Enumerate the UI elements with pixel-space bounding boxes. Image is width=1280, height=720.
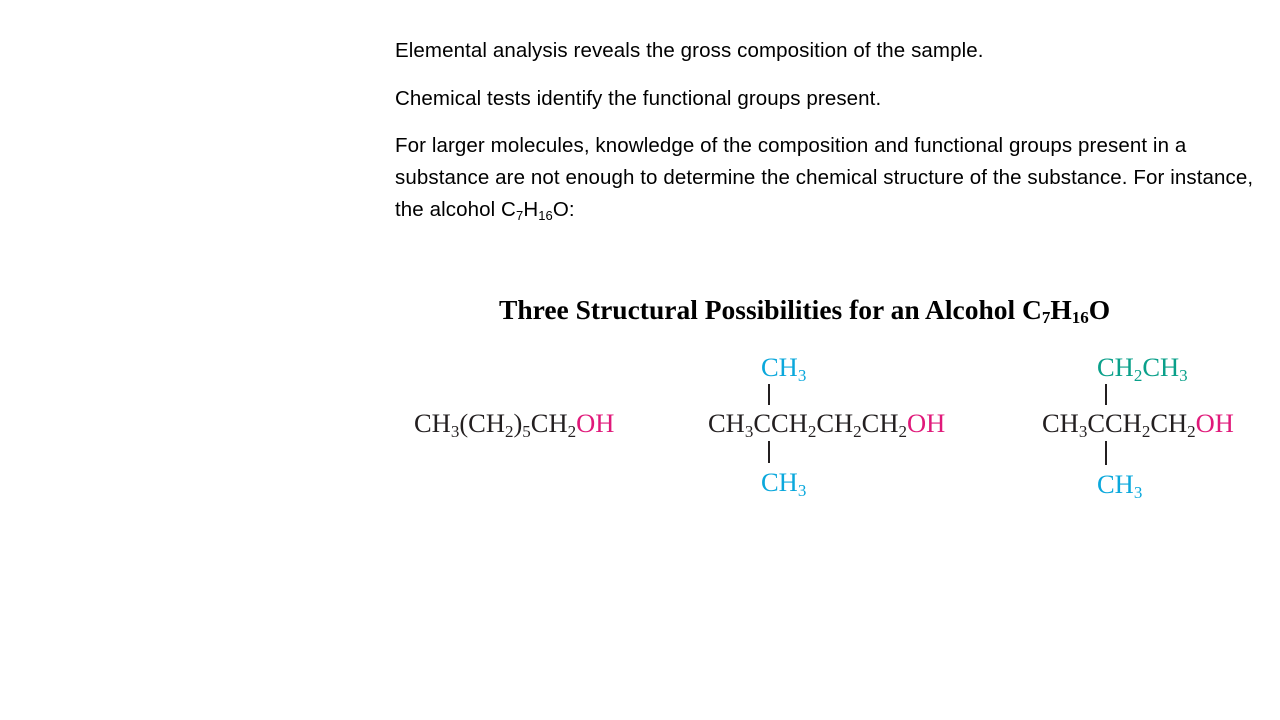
s2-c-sub: 2 (853, 422, 862, 441)
s3-hydroxyl: OH (1195, 408, 1234, 438)
s1-b-sub: 2 (504, 422, 514, 441)
s3-a: CH (1042, 408, 1079, 438)
s2-d-sub: 2 (898, 422, 907, 441)
s1-c: ) (513, 408, 523, 438)
s3-bot-text: CH (1097, 469, 1134, 499)
s2-bot-text: CH (761, 467, 798, 497)
figure-title (499, 292, 1110, 328)
structure-1-formula (414, 407, 614, 439)
line3-oxygen: O: (552, 198, 575, 221)
s3-c-sub: 2 (1187, 422, 1196, 441)
structure-2-top-methyl (761, 351, 806, 383)
s3-top-a: CH (1097, 352, 1134, 382)
figure-title-text: Three Structural Possibilities for an Alcohol C (499, 294, 1042, 325)
s3-b: CCH (1087, 408, 1142, 438)
structure-2-lower-bond (768, 441, 770, 463)
s3-c: CH (1150, 408, 1188, 438)
s1-hydroxyl: OH (576, 408, 615, 438)
s3-b-sub: 2 (1141, 422, 1151, 441)
structure-3-bottom-methyl (1097, 468, 1142, 500)
s2-hydroxyl: OH (906, 408, 946, 438)
line3-hydrogen: H (523, 198, 539, 221)
structure-3-upper-bond (1105, 384, 1107, 405)
s2-c: CH (816, 408, 854, 438)
line3-text: For larger molecules, knowledge of the composition and functional groups present in a substance are not enough to determine the chemical structure of the substance. For instance, the alcohol C (395, 134, 1254, 221)
s1-b: (CH (459, 408, 505, 438)
s1-a-sub: 3 (450, 422, 460, 441)
s2-a: CH (708, 408, 745, 438)
structure-2-bottom-methyl (761, 466, 806, 498)
line-larger-molecules (395, 130, 1280, 226)
structure-3-formula (1042, 407, 1234, 439)
s1-c-sub: 5 (522, 422, 531, 441)
s2-b-sub: 2 (807, 422, 817, 441)
s2-b: CCH (753, 408, 808, 438)
figure-title-oxygen: O (1088, 294, 1111, 325)
s3-bot-sub: 3 (1133, 483, 1143, 502)
structure-2-formula (708, 407, 945, 439)
structure-3-top-ethyl (1097, 351, 1188, 383)
s1-a: CH (414, 408, 451, 438)
s2-a-sub: 3 (744, 422, 754, 441)
line3-sub-carbon: 7 (515, 208, 524, 223)
figure-title-sub-hydrogen: 16 (1071, 308, 1089, 327)
structure-3-lower-bond (1105, 441, 1107, 465)
s3-top-b-sub: 3 (1179, 366, 1188, 385)
line-chemical-tests: Chemical tests identify the functional groups present. (395, 87, 882, 110)
line3-sub-hydrogen: 16 (538, 208, 553, 223)
s2-d: CH (861, 408, 899, 438)
s1-d-sub: 2 (567, 422, 577, 441)
s1-d: CH (530, 408, 568, 438)
s3-top-a-sub: 2 (1133, 366, 1143, 385)
s3-a-sub: 3 (1078, 422, 1088, 441)
s2-bot-sub: 3 (797, 481, 807, 500)
s2-top-sub: 3 (797, 366, 807, 385)
s3-top-b: CH (1142, 352, 1180, 382)
line-elemental-analysis: Elemental analysis reveals the gross composition of the sample. (395, 39, 984, 62)
structure-2-upper-bond (768, 384, 770, 405)
figure-title-hydrogen: H (1050, 294, 1072, 325)
figure-title-sub-carbon: 7 (1041, 308, 1051, 327)
s2-top-text: CH (761, 352, 798, 382)
